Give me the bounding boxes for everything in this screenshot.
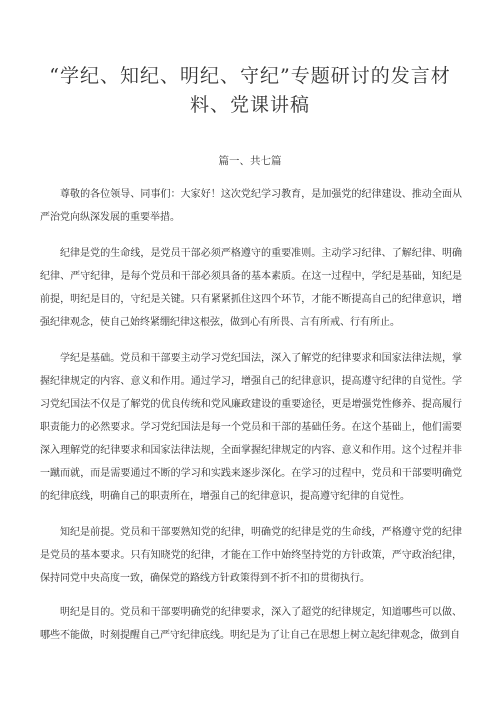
document-subtitle: 篇一、共七篇 [218, 155, 282, 167]
paragraph-intro: 纪律是党的生命线，是党员干部必须严格遵守的重要准则。主动学习纪律、了解纪律、明确纪律、严守纪律，是每个党员和干部必须具备的基本素质。在这一过程中，学纪是基础，知纪是前提，明纪是目的，守纪是关键。只有紧紧抓住这四个环节，才能不断提高自己的纪律意识，增强纪律观念，使自己始终紧绷纪律这根弦，做到心有所畏、言有所戒、行有所止。 [40, 248, 462, 328]
paragraph-understand-discipline: 明纪是目的。党员和干部要明确党的纪律要求，深入了超党的纪律规定，知道哪些可以做、哪些不能做，时刻提醒自己严守纪律底线。明纪是为了让自己在思想上树立起纪律观念，做到自 [40, 607, 462, 641]
paragraph-know-discipline: 知纪是前提。党员和干部要熟知党的纪律，明确党的纪律是党的生命线，严格遵守党的纪律是党员的基本要求。只有知晓党的纪律，才能在工作中始终坚持党的方针政策，严守政治纪律，保持同党中央高度一致，确保党的路线方针政策得到不折不扣的贯彻执行。 [40, 527, 462, 584]
document-title: “学纪、知纪、明纪、守纪”专题研讨的发言材料、党课讲稿 [49, 65, 451, 116]
paragraph-greeting: 尊敬的各位领导、同事们：大家好！这次党纪学习教育，是加强党的纪律建设、推动全面从严治党向纵深发展的重要举措。 [40, 189, 462, 223]
paragraph-learn-discipline: 学纪是基础。党员和干部要主动学习党纪国法，深入了解党的纪律要求和国家法律法规，掌握纪律规定的内容、意义和作用。通过学习，增强自己的纪律意识，提高遵守纪律的自觉性。学习党纪国法不仅是了解党的优良传统和党风廉政建设的重要途径，更是增强党性修养、提高履行职责能力的必然要求。学习党纪国法是每一个党员和干部的基础任务。在这个基础上，他们需要深入理解党的纪律要求和国家法律法规，全面掌握纪律规定的内容、意义和作用。这个过程并非一蹴而就，而是需要通过不断的学习和实践来逐步深化。在学习的过程中，党员和干部要明确党的纪律底线，明确自己的职责所在，增强自己的纪律意识，提高遵守纪律的自觉性。 [40, 353, 462, 502]
